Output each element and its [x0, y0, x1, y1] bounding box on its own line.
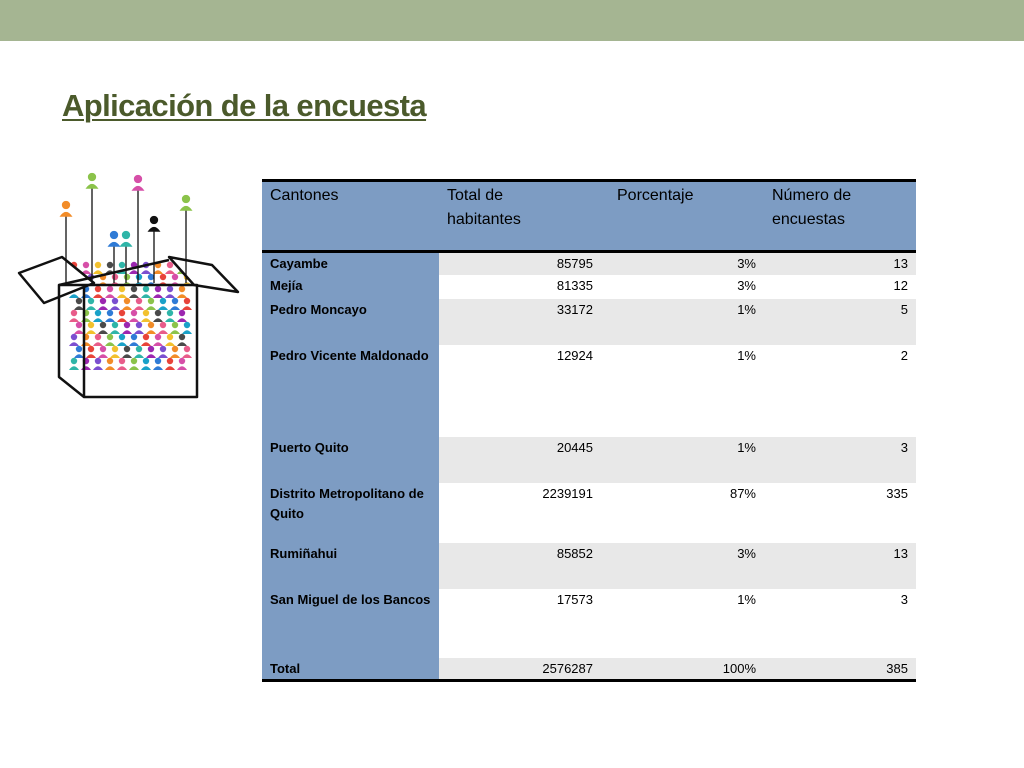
canton-cell: Pedro Moncayo: [262, 299, 439, 345]
porcentaje-cell: 1%: [601, 437, 764, 483]
encuestas-cell: 5: [764, 299, 916, 345]
habitantes-cell: 85852: [439, 543, 601, 589]
top-band: [0, 0, 1024, 41]
porcentaje-cell: 3%: [601, 252, 764, 275]
table-header-row: [262, 181, 916, 252]
habitantes-cell: 2239191: [439, 483, 601, 543]
habitantes-cell: 12924: [439, 345, 601, 437]
header-encuestas: Número de encuestas: [764, 181, 916, 252]
porcentaje-cell: 1%: [601, 345, 764, 437]
encuestas-cell: 335: [764, 483, 916, 543]
table-row-total: [262, 658, 916, 681]
table-row: [262, 437, 916, 483]
porcentaje-cell: 3%: [601, 275, 764, 299]
encuestas-cell: 2: [764, 345, 916, 437]
habitantes-cell: 85795: [439, 252, 601, 275]
encuestas-cell: 3: [764, 589, 916, 658]
porcentaje-cell: 100%: [601, 658, 764, 681]
canton-cell: Puerto Quito: [262, 437, 439, 483]
porcentaje-cell: 1%: [601, 299, 764, 345]
canton-cell: Cayambe: [262, 252, 439, 275]
porcentaje-cell: 87%: [601, 483, 764, 543]
table-row: [262, 483, 916, 543]
encuestas-cell: 12: [764, 275, 916, 299]
header-cantones: Cantones: [262, 181, 439, 252]
header-porcentaje: Porcentaje: [617, 187, 694, 204]
canton-cell: San Miguel de los Bancos: [262, 589, 439, 658]
table-row: [262, 543, 916, 589]
canton-cell: Pedro Vicente Maldonado: [262, 345, 439, 437]
canton-cell: Total: [262, 658, 439, 681]
habitantes-cell: 81335: [439, 275, 601, 299]
survey-table: [262, 179, 916, 682]
canton-cell: Distrito Metropolitano de Quito: [262, 483, 439, 543]
habitantes-cell: 2576287: [439, 658, 601, 681]
header-total-porcentaje: [439, 181, 764, 252]
porcentaje-cell: 3%: [601, 543, 764, 589]
habitantes-cell: 20445: [439, 437, 601, 483]
table-row: [262, 345, 916, 437]
table-row: [262, 252, 916, 275]
habitantes-cell: 17573: [439, 589, 601, 658]
encuestas-cell: 13: [764, 543, 916, 589]
habitantes-cell: 33172: [439, 299, 601, 345]
encuestas-cell: 13: [764, 252, 916, 275]
table-row: [262, 299, 916, 345]
encuestas-cell: 385: [764, 658, 916, 681]
crowd-in-box-icon: [14, 165, 244, 400]
slide-title: Aplicación de la encuesta: [62, 88, 427, 123]
canton-cell: Mejía: [262, 275, 439, 299]
table-row: [262, 275, 916, 299]
table-row: [262, 589, 916, 658]
header-total: Total de habitantes: [447, 187, 521, 228]
encuestas-cell: 3: [764, 437, 916, 483]
canton-cell: Rumiñahui: [262, 543, 439, 589]
porcentaje-cell: 1%: [601, 589, 764, 658]
